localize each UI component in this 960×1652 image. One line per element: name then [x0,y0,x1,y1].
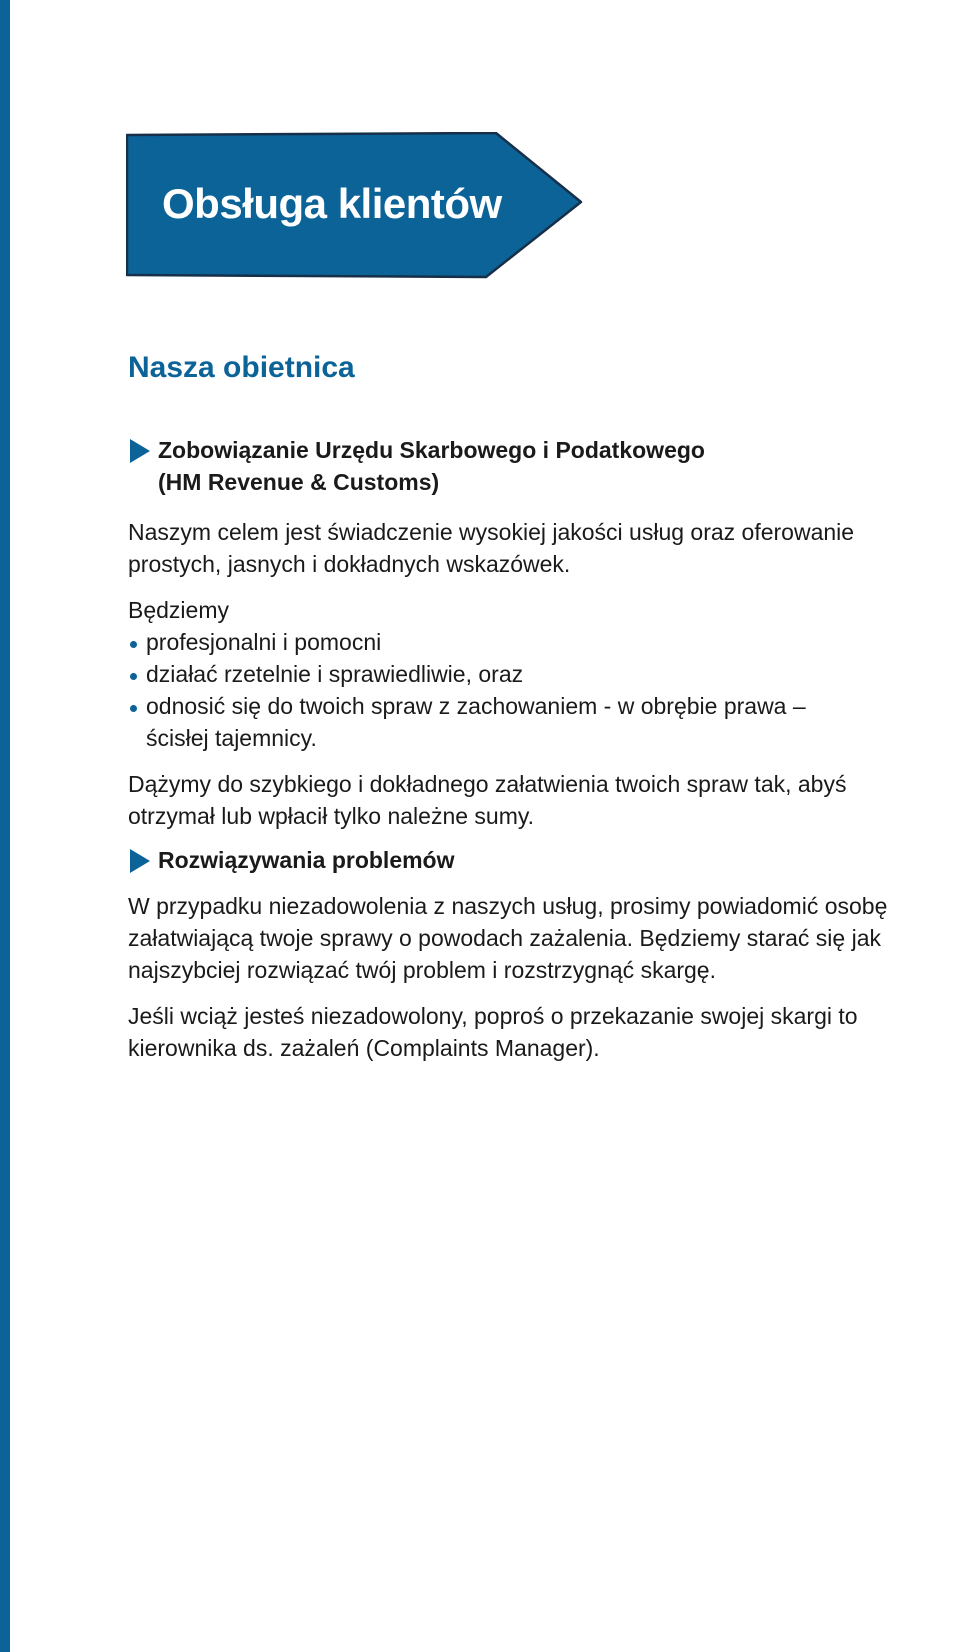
page-title: Obsługa klientów [162,180,502,227]
list-item-text: profesjonalni i pomocni [146,629,382,655]
list-item [128,658,960,690]
section-heading: Nasza obietnica [128,351,355,384]
commitment-heading-line: (HM Revenue & Customs) [158,469,440,495]
bullet-dot-icon [130,641,137,648]
list-item-text: ścisłej tajemnicy. [146,725,317,751]
problems-heading-text: Rozwiązywania problemów [158,847,455,873]
intro-line: Naszym celem jest świadczenie wysokiej jakości usług oraz oferowanie [128,519,855,545]
problems-heading [128,844,960,876]
bullet-dot-icon [130,705,137,712]
problems-para-line: załatwiającą twoje sprawy o powodach zażalenia. Będziemy starać się jak [128,925,881,951]
problems-para-line: najszybciej rozwiązać twój problem i rozstrzygnąć skargę. [128,957,716,983]
bullet-dot-icon [130,673,137,680]
promise-list [128,626,960,754]
commitment-heading [128,434,960,498]
complaints-para-line: Jeśli wciąż jesteś niezadowolony, poproś o przekazanie swojej skargi to [128,1003,858,1029]
intro-line: prostych, jasnych i dokładnych wskazówek. [128,551,571,577]
aim-line: Dążymy do szybkiego i dokładnego załatwienia twoich spraw tak, abyś [128,771,847,797]
we-will-label: Będziemy [128,597,229,623]
problems-para-line: W przypadku niezadowolenia z naszych usług, prosimy powiadomić osobę [128,893,888,919]
title-banner [126,132,610,284]
triangle-right-icon [130,439,150,463]
list-item-text: odnosić się do twoich spraw z zachowaniem - w obrębie prawa – [146,693,806,719]
aim-line: otrzymał lub wpłacił tylko należne sumy. [128,803,535,829]
list-item-continuation [128,722,960,754]
list-item-text: działać rzetelnie i sprawiedliwie, oraz [146,661,524,687]
commitment-heading-line: Zobowiązanie Urzędu Skarbowego i Podatkowego [158,437,705,463]
left-accent-bar [0,0,10,1652]
main-content [128,346,960,1064]
list-item [128,690,960,722]
complaints-para-line: kierownika ds. zażaleń (Complaints Manager). [128,1035,600,1061]
triangle-right-icon [130,849,150,873]
list-item [128,626,960,658]
